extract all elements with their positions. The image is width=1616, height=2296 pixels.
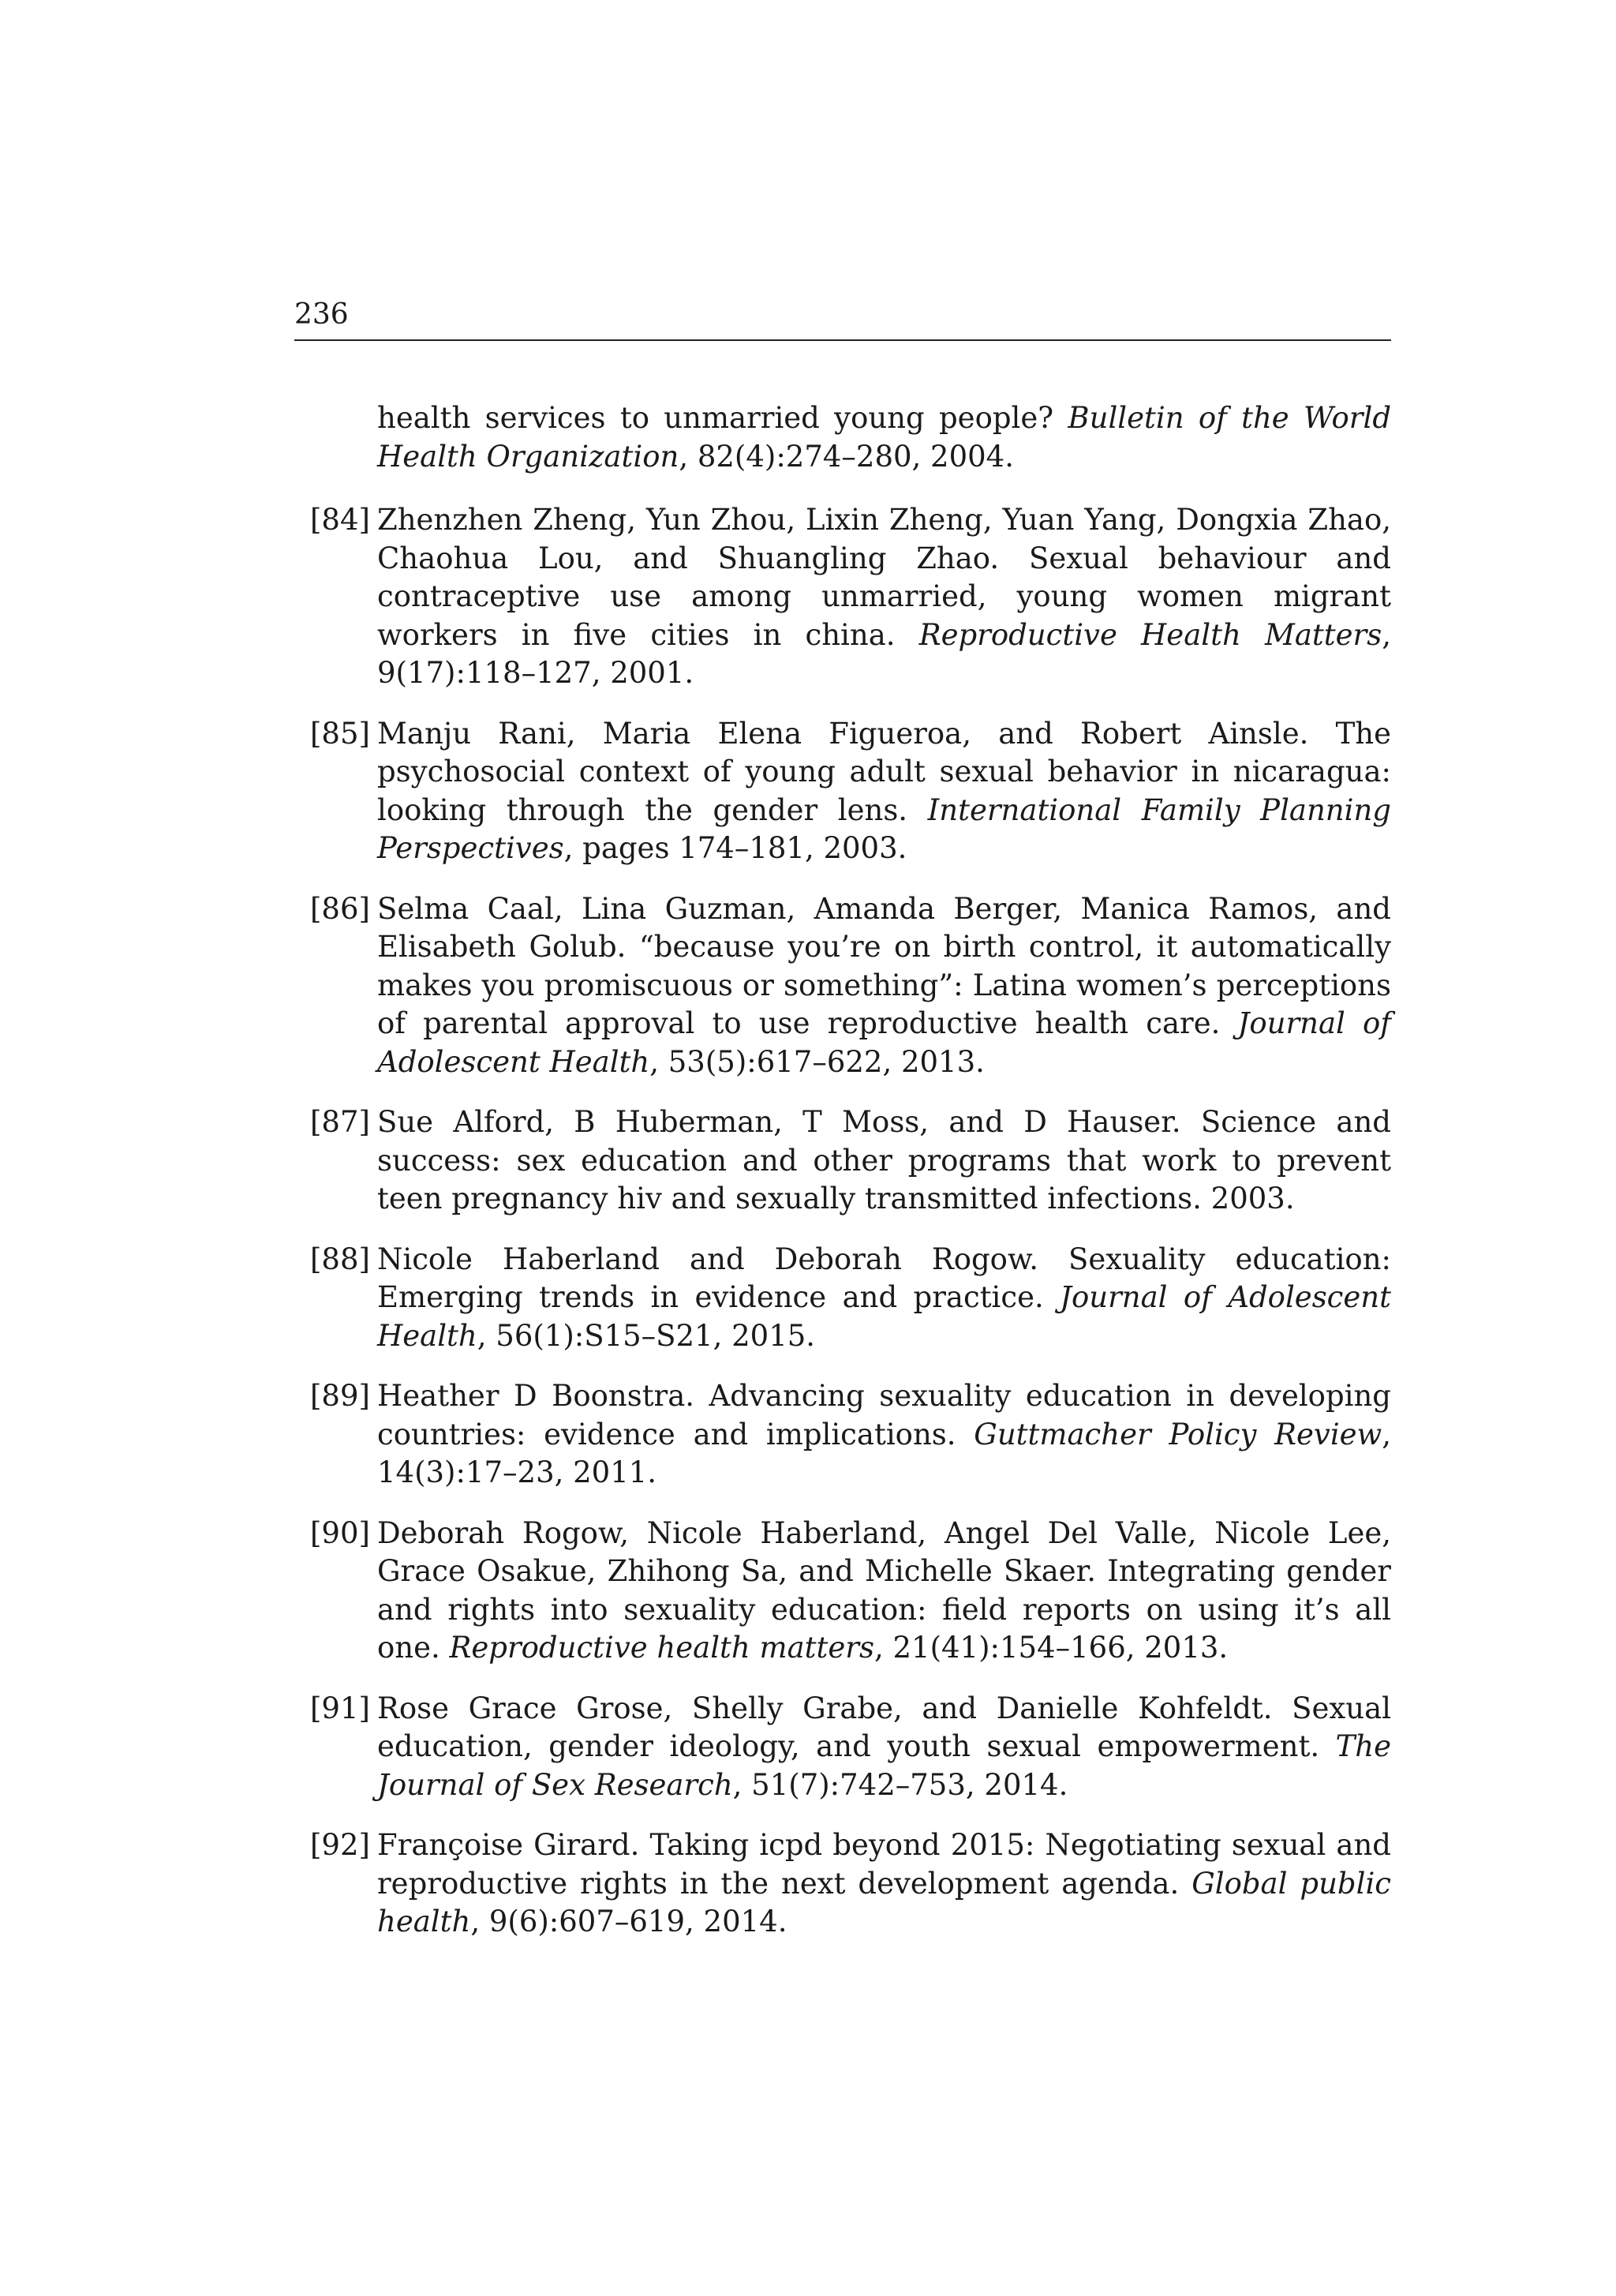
reference-entry (294, 399, 1391, 476)
reference-entry (294, 1690, 1391, 1805)
reference-text: Nicole Haberland and Deborah Rogow. Sexuality education: Emerging trends in evidence and practice. (377, 1242, 1391, 1314)
reference-journal: Reproductive Health Matters (918, 617, 1382, 652)
reference-journal: The Journal of Sex Research (377, 1729, 1391, 1802)
reference-text: Heather D Boonstra. Advancing sexuality education in developing countries: evidence and implications. (377, 1379, 1391, 1451)
reference-number: [87] (310, 1105, 370, 1139)
reference-details: , 56(1):S15–S21, 2015. (477, 1318, 816, 1353)
reference-details: , 51(7):742–753, 2014. (732, 1767, 1068, 1802)
reference-number: [86] (310, 891, 370, 926)
reference-entry (294, 1515, 1391, 1668)
reference-number: [85] (310, 716, 370, 751)
reference-entry (294, 1377, 1391, 1493)
reference-details: , 82(4):274–280, 2004. (679, 439, 1014, 474)
reference-details: , 53(5):617–622, 2013. (649, 1044, 985, 1079)
reference-list (294, 399, 1391, 1964)
reference-text: Françoise Girard. Taking icpd beyond 2015: Negotiating sexual and reproductive rights in the next development agenda. (377, 1828, 1391, 1901)
reference-number: [90] (310, 1515, 370, 1550)
reference-entry (294, 1241, 1391, 1356)
page-header (294, 298, 1391, 341)
reference-journal: Journal of Adolescent Health (377, 1280, 1391, 1353)
reference-text: Manju Rani, Maria Elena Figueroa, and Robert Ainsle. The psychosocial context of young adult sexual behavior in nicaragua: looking through the gender lens. (377, 716, 1391, 827)
reference-text: health services to unmarried young people? (377, 401, 1068, 435)
reference-details: , 21(41):154–166, 2013. (873, 1631, 1229, 1665)
reference-details: , pages 174–181, 2003. (563, 831, 907, 865)
reference-number: [89] (310, 1379, 370, 1413)
reference-journal: Journal of Adolescent Health (377, 1006, 1391, 1079)
reference-details: , 9(6):607–619, 2014. (470, 1905, 787, 1938)
reference-text: Selma Caal, Lina Guzman, Amanda Berger, Manica Ramos, and Elisabeth Golub. “because you’re on birth control, it automatically makes you promiscuous or something”: Latina women’s perceptions of parental approval to use reproductive health care. (377, 891, 1391, 1040)
reference-journal: Guttmacher Policy Review (974, 1417, 1382, 1451)
reference-journal: International Family Planning Perspectives (377, 792, 1391, 865)
reference-number: [92] (310, 1828, 370, 1862)
reference-journal: Reproductive health matters (449, 1631, 874, 1665)
reference-number: [88] (310, 1242, 370, 1276)
reference-entry (294, 715, 1391, 868)
reference-entry (294, 890, 1391, 1082)
reference-text: Zhenzhen Zheng, Yun Zhou, Lixin Zheng, Yuan Yang, Dongxia Zhao, Chaohua Lou, and Shuangling Zhao. Sexual behaviour and contraceptive use among unmarried, young women migrant workers in five cities in china. (377, 503, 1391, 652)
reference-journal: Bulletin of the World Health Organization (377, 401, 1392, 474)
reference-text: Rose Grace Grose, Shelly Grabe, and Danielle Kohfeldt. Sexual education, gender ideology, and youth sexual empowerment. (377, 1691, 1391, 1763)
reference-details: , 14(3):17–23, 2011. (377, 1417, 1391, 1489)
reference-details: , 9(17):118–127, 2001. (377, 617, 1391, 690)
reference-number: [91] (310, 1691, 370, 1725)
reference-text: Deborah Rogow, Nicole Haberland, Angel Del Valle, Nicole Lee, Grace Osakue, Zhihong Sa, and Michelle Skaer. Integrating gender and rights into sexuality education: field reports on using it’s all one. (377, 1515, 1391, 1665)
reference-entry (294, 1826, 1391, 1942)
reference-number: [84] (310, 503, 370, 537)
reference-entry (294, 501, 1391, 693)
reference-journal: Global public health (377, 1866, 1392, 1938)
reference-entry (294, 1103, 1391, 1219)
page-number: 236 (294, 298, 349, 331)
reference-text: Sue Alford, B Huberman, T Moss, and D Hauser. Science and success: sex education and other programs that work to prevent teen pregnancy hiv and sexually transmitted infections. 2003. (377, 1105, 1391, 1215)
